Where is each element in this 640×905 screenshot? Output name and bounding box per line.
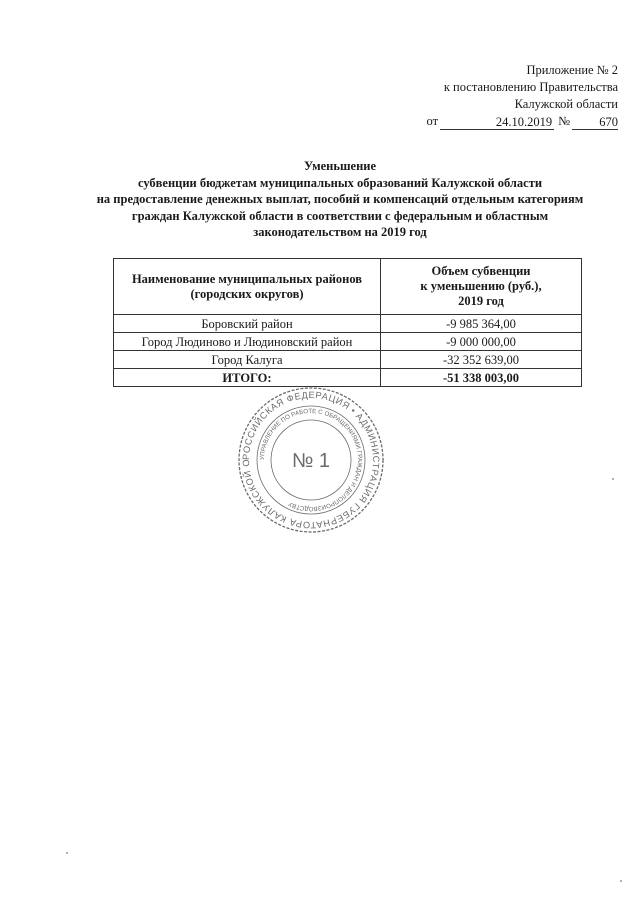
title-line-3: на предоставление денежных выплат, пособий и компенсаций отдельным категориям [96, 192, 584, 206]
district-name: Боровский район [114, 315, 381, 333]
seal-center-number: № 1 [291, 450, 331, 472]
title-line-5: законодательством на 2019 год [253, 225, 427, 239]
amount-cell: -32 352 639,00 [381, 351, 582, 369]
official-seal [236, 385, 386, 535]
decree-number: 670 [572, 115, 618, 130]
appendix-number: Приложение № 2 [526, 63, 618, 77]
total-amount: -51 338 003,00 [381, 369, 582, 387]
decree-reference: к постановлению Правительства [443, 80, 618, 94]
amount-cell: -9 985 364,00 [381, 315, 582, 333]
table-row [114, 315, 582, 333]
scan-speck [66, 852, 68, 854]
scan-speck [620, 880, 622, 882]
seal-inner-text: УПРАВЛЕНИЕ ПО РАБОТЕ С ОБРАЩЕНИЯМИ ГРАЖДАН И ДЕЛОПРОИЗВОДСТВУ [258, 407, 364, 513]
total-label: ИТОГО: [114, 369, 381, 387]
header-col2-line3: 2019 год [458, 294, 504, 308]
decree-date: 24.10.2019 [440, 115, 554, 130]
region-name: Калужской области [514, 97, 618, 111]
header-col2-line1: Объем субвенции [431, 264, 531, 278]
subvention-table [113, 258, 582, 387]
district-name: Город Калуга [114, 351, 381, 369]
seal-outer-text: РОССИЙСКАЯ ФЕДЕРАЦИЯ • АДМИНИСТРАЦИЯ ГУБЕРНАТОРА КАЛУЖСКОЙ О [240, 389, 382, 531]
seal-graphic [236, 385, 386, 535]
header-col2-line2: к уменьшению (руб.), [420, 279, 542, 293]
table-header-row [114, 259, 582, 315]
document-title [40, 158, 640, 241]
amount-cell: -9 000 000,00 [381, 333, 582, 351]
scan-speck [612, 478, 614, 480]
title-line-1: Уменьшение [303, 159, 377, 173]
total-row [114, 369, 582, 387]
date-number-line [427, 113, 619, 130]
header-amount [381, 259, 582, 315]
table-row [114, 351, 582, 369]
title-line-4: граждан Калужской области в соответствии с федеральным и областным [131, 208, 549, 223]
from-label: от [426, 114, 439, 128]
table-row [114, 333, 582, 351]
title-line-2: субвенции бюджетам муниципальных образований Калужской области [137, 175, 543, 190]
header-col1-line1: Наименование муниципальных районов [131, 271, 363, 286]
header-col1-line2: (городских округов) [190, 286, 304, 301]
district-name: Город Людиново и Людиновский район [114, 333, 381, 351]
appendix-header [427, 62, 619, 130]
header-district-name [114, 259, 381, 315]
number-label: № [558, 114, 570, 128]
